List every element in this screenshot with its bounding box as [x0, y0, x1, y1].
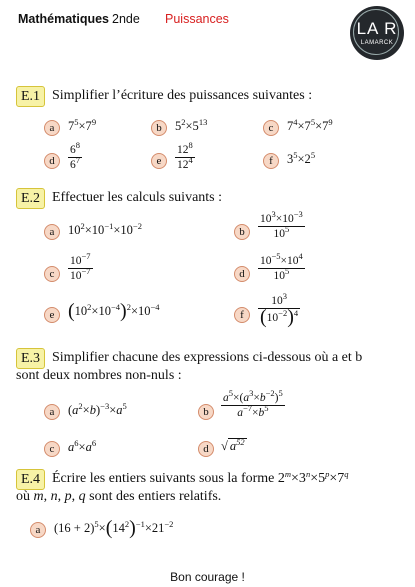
- item-badge: c: [263, 120, 279, 136]
- e2-d-expression: $\frac{10^{-5}\times 10^4}{10^5}$: [260, 251, 303, 282]
- e1-d-expression: $\frac{6^8}{6^7}$: [70, 140, 80, 171]
- item-badge: f: [263, 153, 279, 169]
- e1-a-expression: $7^5\times 7^9$: [68, 117, 97, 133]
- exercise-e2-instruction: Effectuer les calculs suivants :: [52, 190, 223, 205]
- header-level: 2nde: [112, 12, 140, 26]
- e1-c-expression: $7^4\times 7^5\times 7^9$: [287, 117, 333, 133]
- item-badge: c: [44, 266, 60, 282]
- exercise-e3-instruction: Simplifier chacune des expressions ci-dessous où a et b: [52, 350, 363, 365]
- item-badge: d: [198, 441, 214, 457]
- item-badge: d: [234, 266, 250, 282]
- e1-f-expression: $3^5\times 2^5$: [287, 150, 316, 166]
- item-badge: e: [151, 153, 167, 169]
- item-badge: c: [44, 441, 60, 457]
- exercise-tag-e4: E.4: [16, 469, 45, 490]
- e1-b-expression: $5^2\times 5^{13}$: [175, 117, 208, 133]
- e2-e-expression: $(10^2\times 10^{-4})^2\times 10^{-4}$: [68, 300, 160, 322]
- header-topic: Puissances: [165, 12, 229, 26]
- exercise-tag-e1: E.1: [16, 86, 45, 107]
- e4-a-expression: $(16 + 2)^5\times(14^2)^{-1}\times 21^{-2}$: [54, 517, 174, 539]
- exercise-e3-instruction-line2: sont deux nombres non-nuls :: [16, 368, 182, 383]
- item-badge: a: [44, 404, 60, 420]
- e2-f-expression: $\frac{10^3}{(10^{-2})^4}$: [260, 291, 299, 328]
- item-badge: d: [44, 153, 60, 169]
- e3-b-expression: $\frac{a^5\times(a^3\times b^{-2})^5}{a^{-7}\times b^5}$: [223, 388, 283, 419]
- item-badge: b: [151, 120, 167, 136]
- e3-c-expression: $a^6\times a^6$: [68, 438, 97, 454]
- item-badge: a: [30, 522, 46, 538]
- e2-a-expression: $10^2\times 10^{-1}\times 10^{-2}$: [68, 221, 142, 237]
- exercise-tag-e3: E.3: [16, 348, 45, 369]
- item-badge: a: [44, 224, 60, 240]
- header-subject: Mathématiques: [18, 12, 109, 26]
- e3-d-expression: √ $a^{52}$: [221, 437, 245, 453]
- e1-e-expression: $\frac{12^8}{12^4}$: [177, 140, 193, 171]
- footer-message: Bon courage !: [170, 570, 245, 584]
- logo-mark: LA R: [356, 19, 398, 38]
- exercise-e1-instruction: Simplifier l’écriture des puissances suivantes :: [52, 88, 313, 103]
- item-badge: f: [234, 307, 250, 323]
- exercise-e4-instruction: Écrire les entiers suivants sous la forme $2^m\times 3^n\times 5^p\times 7^q$: [52, 469, 349, 486]
- exercise-e4-instruction-line2: où m, n, p, q sont des entiers relatifs.: [16, 489, 222, 504]
- logo-name: LAMARCK: [360, 40, 394, 46]
- item-badge: a: [44, 120, 60, 136]
- school-logo: [350, 6, 404, 60]
- e2-b-expression: $\frac{10^3\times 10^{-3}}{10^5}$: [260, 209, 303, 240]
- e3-a-expression: $(a^2\times b)^{-3}\times a^5$: [68, 401, 127, 417]
- e2-c-expression: $\frac{10^{-7}}{10^{-7}}$: [70, 251, 91, 282]
- exercise-tag-e2: E.2: [16, 188, 45, 209]
- item-badge: b: [234, 224, 250, 240]
- item-badge: b: [198, 404, 214, 420]
- item-badge: e: [44, 307, 60, 323]
